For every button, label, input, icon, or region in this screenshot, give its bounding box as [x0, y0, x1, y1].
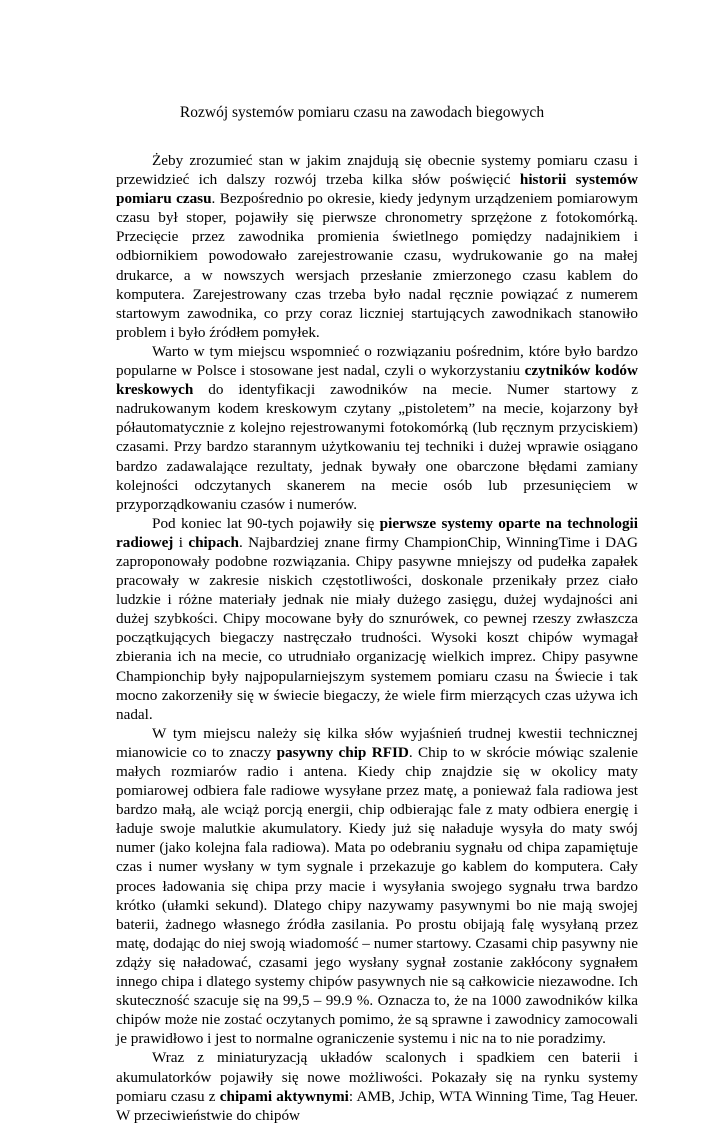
paragraph-text: W tym miejscu należy się kilka słów wyjaśnień trudnej kwestii technicznej mianowicie co to znaczy — [116, 724, 638, 761]
paragraph-text: i — [173, 533, 189, 551]
paragraph-text: . Najbardziej znane firmy ChampionChip, WinningTime i DAG zaproponowały podobne rozwiązania. Chipy pasywne mniejszy od pudełka zapałek pracowały w zakresie niskich częstotliwości, doskonale przenikały przez ciało ludzkie i różne materiały jednak nie miały dużego zasięgu, dużej wydajności ani dużej szybkości. Chipy mocowane były do sznurówek, co pewnej rzeszy zwłaszcza początkujących biegaczy nastręczało trudności. Wysoki koszt chipów wymagał zbierania ich na mecie, co utrudniało organizację wielkich imprez. Chipy pasywne Championchip były najpopularniejszym systemem pomiaru czasu na Świecie i tak mocno zakorzeniły się w świecie biegaczy, że wiele firm mierzących czas używa ich nadal. — [116, 533, 638, 723]
emphasized-text: chipach — [188, 533, 239, 551]
emphasized-text: pierwsze systemy oparte na technologii radiowej — [116, 514, 638, 551]
emphasized-text: chipami aktywnymi — [219, 1087, 349, 1105]
paragraph-p2 — [116, 342, 638, 514]
document-title: Rozwój systemów pomiaru czasu na zawodach biegowych — [179, 104, 545, 121]
paragraph-text: Wraz z miniaturyzacją układów scalonych i spadkiem cen baterii i akumulatorków pojawiły się nowe możliwości. Pokazały się na rynku systemy pomiaru czasu z — [116, 1049, 638, 1105]
paragraph-text: : AMB, Jchip, WTA Winning Time, Tag Heuer. W przeciwieństwie do chipów — [116, 1087, 638, 1124]
paragraph-text: . Bezpośrednio po okresie, kiedy jedynym urządzeniem pomiarowym czasu był stoper, pojawiły się pierwsze chronometry sprzężone z fotokomórką. Przecięcie przez zawodnika promienia świetlnego pomiędzy nadajnikiem i odbiornikiem powodowało zarejestrowanie czasu, wydrukowanie go na małej drukarce, a w nowszych wersjach przesłanie zmierzonego czasu kablem do komputera. Zarejestrowany czas trzeba było nadal ręcznie powiązać z numerem startowym zawodnika, co przy coraz liczniej startujących zawodnikach stanowiło problem i było źródłem pomyłek. — [116, 190, 639, 341]
emphasized-text: historii systemów pomiaru czasu — [116, 171, 638, 208]
paragraph-text: Żeby zrozumieć stan w jakim znajdują się obecnie systemy pomiaru czasu i przewidzieć ich dalszy rozwój trzeba kilka słów poświęcić — [116, 152, 638, 189]
emphasized-text: czytników kodów kreskowych — [116, 362, 638, 399]
paragraph-p4 — [116, 724, 638, 1049]
paragraph-p1 — [116, 151, 638, 342]
paragraph-text: . Chip to w skrócie mówiąc szalenie małych rozmiarów radio i antena. Kiedy chip znajdzie się w okolicy maty pomiarowej odbiera fale radiowe wysyłane przez matę, a ponieważ fala radiowa jest bardzo małą, ale wciąż porcją energii, chip odbierając fale z maty odbiera energię i ładuje swoje malutkie akumulatory. Kiedy już się naładuje wysyła do maty swój numer (jako kolejna fala radiowa). Mata po odebraniu sygnału od chipa zapamiętuje czas i numer wysłany w tym sygnale i przekazuje go kablem do komputera. Cały proces ładowania się chipa przy macie i wysyłania swojego sygnału trwa bardzo krótko (ułamki sekund). Dlatego chipy nazywamy pasywnymi bo nie mają swojej baterii, żadnego własnego źródła zasilania. Po prostu obijają falę wysyłaną przez matę, dodając do niej swoją wiadomość – numer startowy. Czasami chip pasywny nie zdąży się naładować, czasami jego wysłany sygnał zostanie zakłócony sygnałem innego chipa i dlatego systemy chipów pasywnych nie są całkowicie niezawodne. Ich skuteczność szacuje się na 99,5 – 99.9 %. Oznacza to, że na 1000 zawodników kilka chipów może nie zostać oczytanych pomimo, że są sprawne i zawodnicy zamocowali je prawidłowo i jest to normalne ograniczenie systemu i nic na to nie poradzimy. — [116, 743, 639, 1048]
document-body — [116, 151, 638, 1125]
paragraph-p3 — [116, 514, 638, 724]
emphasized-text: pasywny chip RFID — [276, 743, 409, 761]
paragraph-text: do identyfikacji zawodników na mecie. Numer startowy z nadrukowanym kodem kreskowym czytany „pistoletem” na mecie, kojarzony był półautomatycznie z kolejno rejestrowanymi fotokomórką (lub ręcznym przyciskiem) czasami. Przy bardzo starannym użytkowaniu tej techniki i dużej wprawie osiągano bardzo zadawalające rezultaty, jednak bywały one obarczone błędami zamiany kolejności odczytanych skanerem na mecie osób lub przesunięciem w przyporządkowaniu czasów i numerów. — [116, 381, 638, 513]
paragraph-text: Warto w tym miejscu wspomnieć o rozwiązaniu pośrednim, które było bardzo popularne w Polsce i stosowane jest nadal, czyli o wykorzystaniu — [116, 342, 638, 380]
paragraph-text: Pod koniec lat 90-tych pojawiły się — [152, 514, 380, 532]
paragraph-p5 — [116, 1048, 638, 1124]
